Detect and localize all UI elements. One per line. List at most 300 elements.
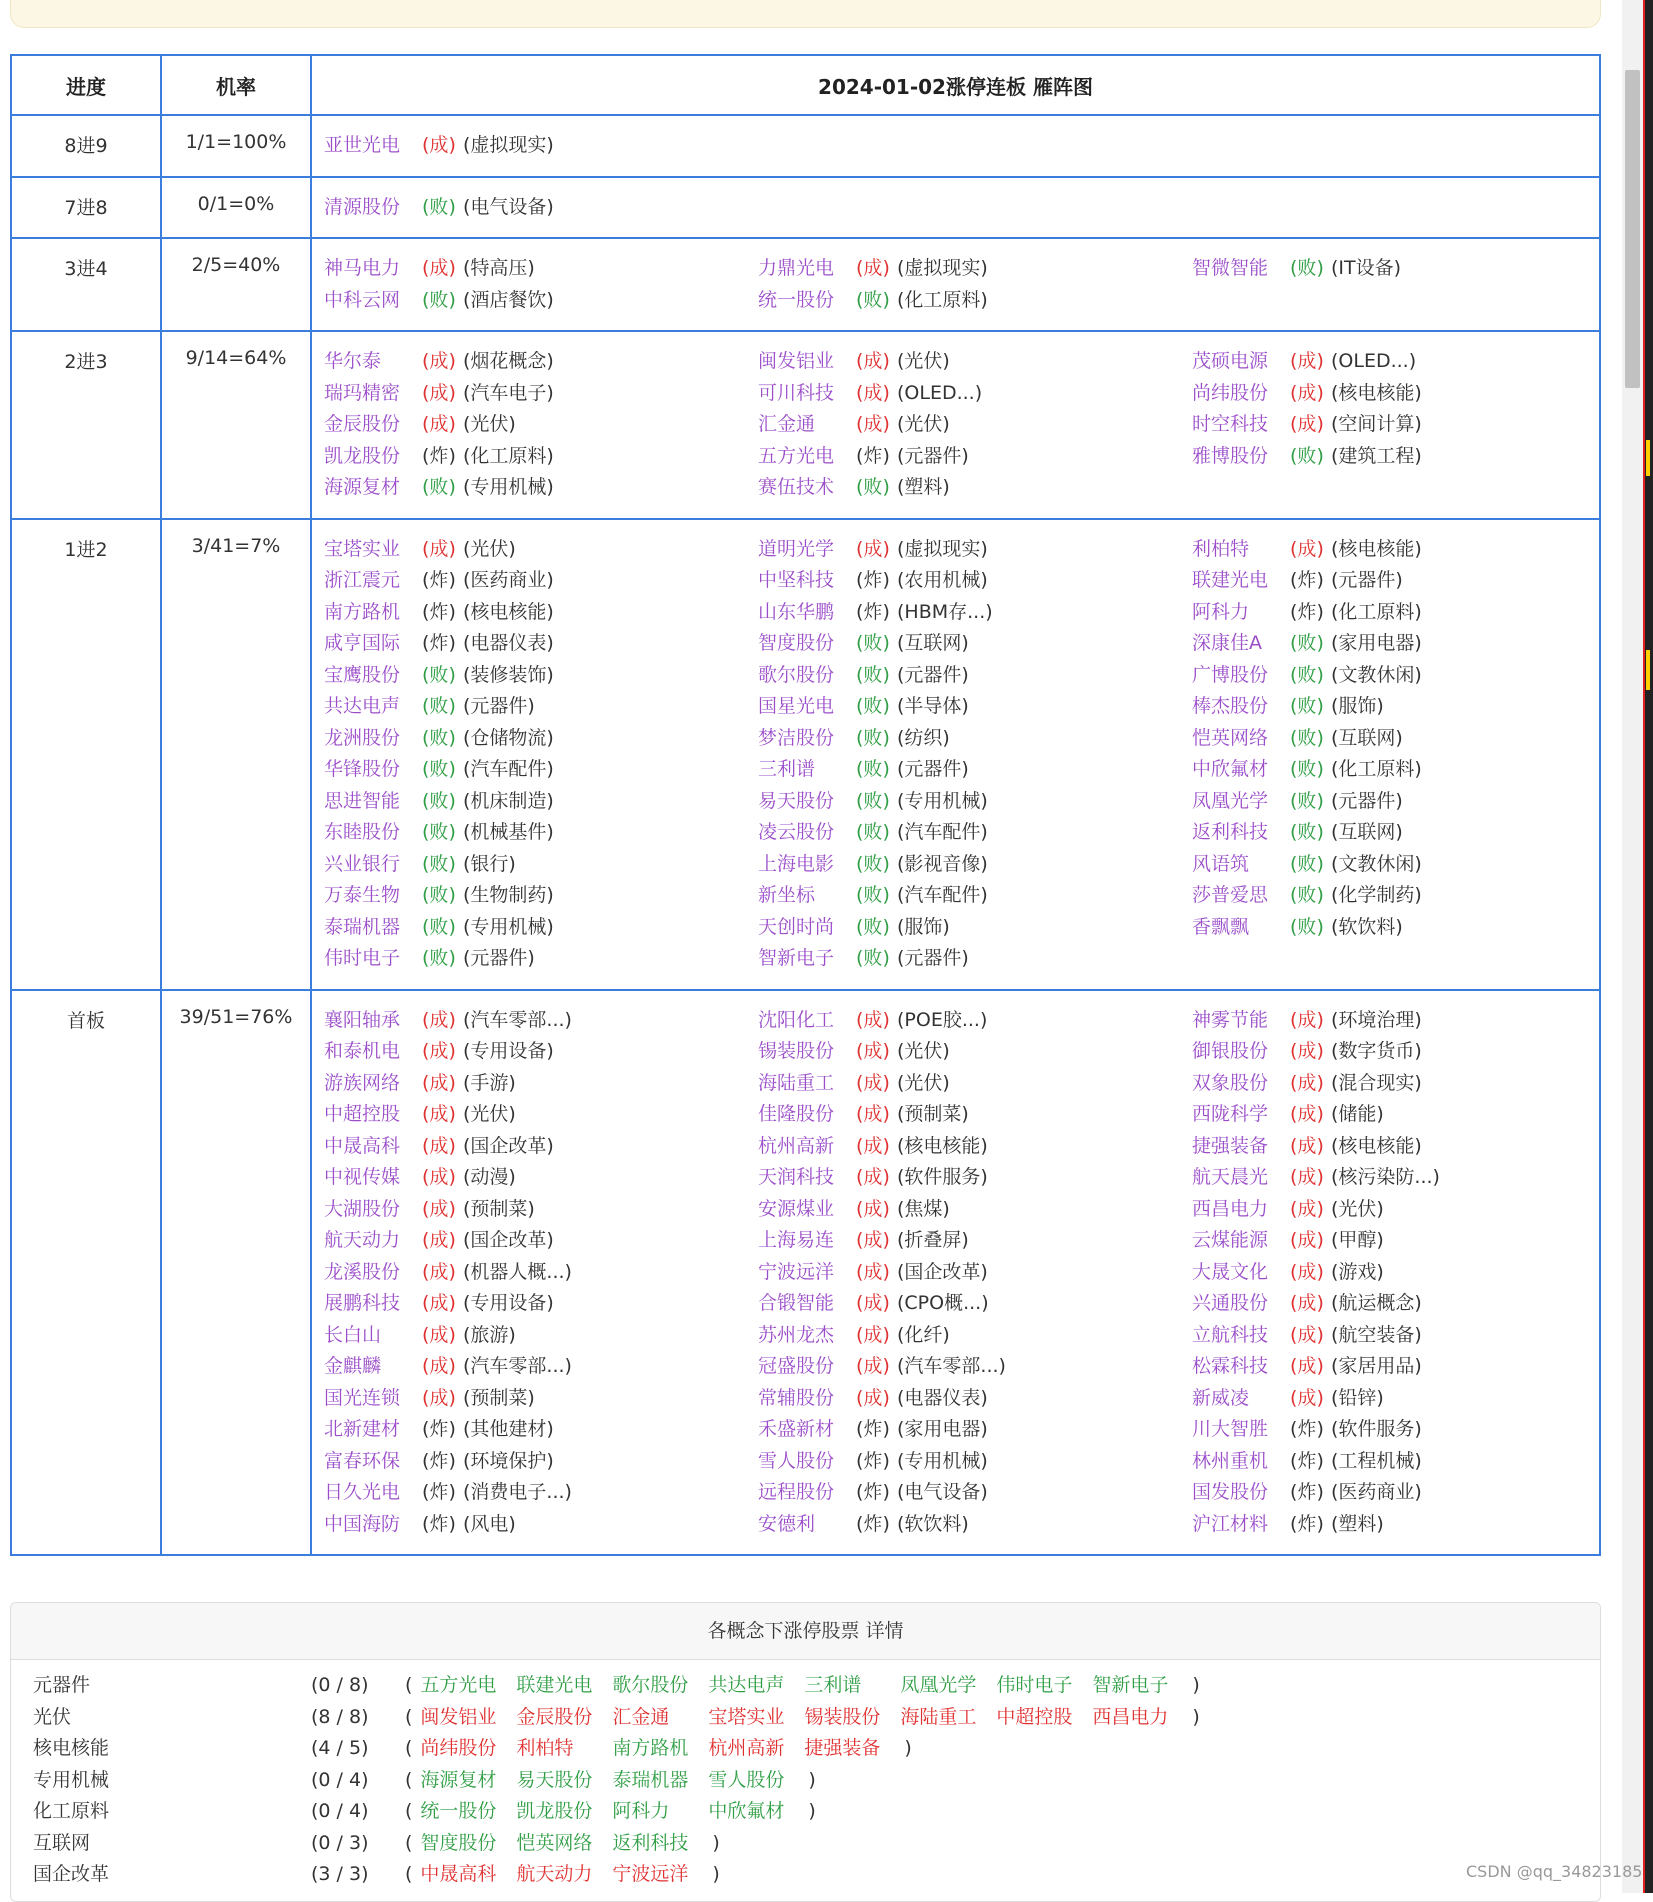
stock-entry [324, 1225, 758, 1257]
stock-name-link[interactable]: 闽发铝业 [758, 350, 835, 372]
concept-stock-link[interactable]: 南方路机 [612, 1737, 689, 1759]
stock-name-link[interactable]: 利柏特 [1192, 537, 1250, 560]
stock-name-link[interactable]: 国星光电 [758, 695, 835, 717]
stock-entry [324, 1509, 758, 1541]
open-paren: ( [405, 1674, 413, 1696]
stock-industry: (仓储物流) [463, 726, 554, 749]
stock-name-link[interactable]: 和泰机电 [324, 1040, 401, 1062]
stock-name-link[interactable]: 航天晨光 [1192, 1166, 1269, 1188]
stock-result-value: 成 [863, 1071, 883, 1094]
stock-result: (成) [422, 1103, 456, 1125]
stock-name-link[interactable]: 宝鹰股份 [324, 663, 401, 686]
stock-name-link[interactable]: 浙江震元 [324, 569, 401, 591]
stock-name-link[interactable]: 大湖股份 [324, 1197, 401, 1220]
concept-stock-link[interactable]: 中欣氟材 [708, 1800, 785, 1822]
stock-name-link[interactable]: 歌尔股份 [758, 663, 835, 686]
stock-result: (成) [856, 1134, 890, 1157]
stock-industry: (IT设备) [1331, 257, 1402, 279]
stock-industry: (OLED...) [897, 381, 983, 404]
stock-name-link[interactable]: 力鼎光电 [758, 257, 835, 279]
concept-stock-link[interactable]: 金辰股份 [516, 1705, 593, 1728]
stock-result-value: 成 [863, 537, 883, 560]
concept-row [11, 1765, 1600, 1797]
stock-result-value: 成 [429, 413, 449, 435]
stock-result: (成) [422, 1229, 456, 1251]
stock-name-link[interactable]: 万泰生物 [324, 884, 401, 906]
close-paren: ) [1192, 1705, 1200, 1728]
stock-name-link[interactable]: 合锻智能 [758, 1292, 835, 1314]
stock-result: (炸) [422, 1481, 456, 1503]
concept-stock-link[interactable]: 宝塔实业 [708, 1705, 785, 1728]
stock-entry [758, 565, 1192, 597]
stock-result: (败) [422, 789, 456, 812]
concept-stock-link[interactable]: 三利谱 [804, 1674, 862, 1696]
stock-name-link[interactable]: 沪江材料 [1192, 1512, 1269, 1535]
stock-industry: (塑料) [1331, 1512, 1384, 1535]
stock-name-link[interactable]: 天创时尚 [758, 915, 835, 938]
stock-name-link[interactable]: 北新建材 [324, 1418, 401, 1440]
stock-result: (败) [856, 915, 890, 938]
stock-name-link[interactable]: 尚纬股份 [1192, 381, 1269, 404]
stock-name-link[interactable]: 瑞玛精密 [324, 381, 401, 404]
stock-name-link[interactable]: 海源复材 [324, 476, 401, 498]
stock-industry: (预制菜) [463, 1197, 535, 1220]
stock-result: (成) [856, 1355, 890, 1377]
stock-name-link[interactable]: 易天股份 [758, 789, 835, 812]
stock-name-link[interactable]: 禾盛新材 [758, 1418, 835, 1440]
stock-result-value: 败 [1297, 789, 1317, 812]
stock-name-link[interactable]: 新坐标 [758, 884, 816, 906]
stock-name-link[interactable]: 神马电力 [324, 257, 401, 279]
stock-name-link[interactable]: 返利科技 [1192, 821, 1269, 843]
stock-name-link[interactable]: 雪人股份 [758, 1449, 835, 1472]
stock-result: (成) [422, 1134, 456, 1157]
stock-name-link[interactable]: 五方光电 [758, 444, 835, 467]
stock-name-link[interactable]: 宁波远洋 [758, 1260, 835, 1283]
stock-industry: (光伏) [463, 1103, 516, 1125]
stock-name-link[interactable]: 道明光学 [758, 537, 835, 560]
stock-name-link[interactable]: 思进智能 [324, 789, 401, 812]
stock-name-link[interactable]: 神雾节能 [1192, 1008, 1269, 1031]
stock-name-link[interactable]: 广博股份 [1192, 663, 1269, 686]
concept-stock-link[interactable]: 捷强装备 [804, 1737, 881, 1759]
header-progress: 进度 [11, 55, 161, 115]
stock-entry [324, 786, 758, 818]
concept-name: 光伏 [33, 1705, 72, 1728]
stock-name-link[interactable]: 中晟高科 [324, 1134, 401, 1157]
stock-result: (成) [856, 1229, 890, 1251]
row-rate: 3/41=7% [161, 519, 311, 990]
ladder-row [11, 331, 1600, 519]
stock-result: (成) [856, 413, 890, 435]
concept-detail-panel [10, 1602, 1601, 1902]
stock-entry [1192, 1446, 1626, 1478]
stock-entry [1192, 346, 1626, 378]
stock-industry: (光伏) [897, 350, 950, 372]
concept-stock-link[interactable]: 汇金通 [612, 1705, 670, 1728]
stock-result-value: 败 [429, 195, 449, 218]
concept-stock-link[interactable]: 西昌电力 [1092, 1705, 1169, 1728]
stock-result-value: 败 [863, 632, 883, 654]
stock-result: (成) [856, 1386, 890, 1409]
stock-result-value: 成 [429, 381, 449, 404]
stock-name-link[interactable]: 川大智胜 [1192, 1418, 1269, 1440]
stock-name-link[interactable]: 游族网络 [324, 1071, 401, 1094]
stock-entry [324, 1131, 758, 1163]
stock-result-value: 败 [1297, 257, 1317, 279]
stock-result-value: 炸 [863, 600, 883, 623]
stock-entry [1192, 1320, 1626, 1352]
stock-result-value: 成 [1297, 1229, 1317, 1251]
stock-result: (炸) [422, 1512, 456, 1535]
concept-stock-link[interactable]: 共达电声 [708, 1674, 785, 1696]
stock-result: (败) [856, 758, 890, 780]
stock-entry [758, 628, 1192, 660]
stock-name-link[interactable]: 日久光电 [324, 1481, 401, 1503]
concept-stock-link[interactable]: 尚纬股份 [420, 1737, 497, 1759]
concept-stock-link[interactable]: 闽发铝业 [420, 1705, 497, 1728]
concept-stock-link[interactable]: 中超控股 [996, 1705, 1073, 1728]
stock-name-link[interactable]: 亚世光电 [324, 134, 401, 156]
stock-name-link[interactable]: 龙洲股份 [324, 726, 401, 749]
stock-industry: (折叠屏) [897, 1229, 969, 1251]
stock-industry: (机械基件) [463, 821, 554, 843]
stock-result: (成) [1290, 1197, 1324, 1220]
stock-result: (成) [856, 1166, 890, 1188]
stock-name-link[interactable]: 西陇科学 [1192, 1103, 1269, 1125]
stock-industry: (HBM存...) [897, 600, 993, 623]
stock-entry [1192, 1288, 1626, 1320]
stock-result-value: 败 [1297, 726, 1317, 749]
stock-name-link[interactable]: 泰瑞机器 [324, 915, 401, 938]
concept-stock-link[interactable]: 阿科力 [612, 1800, 670, 1822]
stock-entry [1192, 1383, 1626, 1415]
concept-row [11, 1702, 1600, 1734]
stock-name-link[interactable]: 西昌电力 [1192, 1197, 1269, 1220]
stock-name-link[interactable]: 苏州龙杰 [758, 1323, 835, 1346]
stock-entry [1192, 378, 1626, 410]
stock-name-link[interactable]: 国光连锁 [324, 1386, 401, 1409]
stock-name-link[interactable]: 安源煤业 [758, 1197, 835, 1220]
stock-name-link[interactable]: 山东华鹏 [758, 600, 835, 623]
concept-stock-link[interactable]: 歌尔股份 [612, 1674, 689, 1696]
stock-name-link[interactable]: 东睦股份 [324, 821, 401, 843]
stock-name-link[interactable]: 大晟文化 [1192, 1260, 1269, 1283]
concept-name: 专用机械 [33, 1768, 110, 1791]
concept-stock-link[interactable]: 凤凰光学 [900, 1674, 977, 1696]
stock-name-link[interactable]: 长白山 [324, 1323, 382, 1346]
edge-highlight [1646, 650, 1650, 690]
stock-entry [324, 1005, 758, 1037]
stock-name-link[interactable]: 中科云网 [324, 288, 401, 311]
stock-entry [1192, 723, 1626, 755]
stock-entry [758, 1068, 1192, 1100]
edge-line [1643, 0, 1645, 1893]
stock-name-link[interactable]: 冠盛股份 [758, 1355, 835, 1377]
stock-name-link[interactable]: 兴业银行 [324, 852, 401, 875]
stock-entry [758, 723, 1192, 755]
row-rate: 39/51=76% [161, 990, 311, 1556]
stock-name-link[interactable]: 华尔泰 [324, 350, 382, 372]
stock-name-link[interactable]: 莎普爱思 [1192, 884, 1269, 906]
stock-name-link[interactable]: 中欣氟材 [1192, 758, 1269, 780]
stock-entry [1192, 1414, 1626, 1446]
stock-industry: (环境保护) [463, 1449, 554, 1472]
concept-stock-link[interactable]: 中晟高科 [420, 1863, 497, 1885]
stock-result: (败) [1290, 632, 1324, 654]
stock-name-link[interactable]: 联建光电 [1192, 569, 1269, 591]
stock-name-link[interactable]: 国发股份 [1192, 1481, 1269, 1503]
stock-name-link[interactable]: 航天动力 [324, 1229, 401, 1251]
stock-name-link[interactable]: 凯龙股份 [324, 444, 401, 467]
stock-name-link[interactable]: 咸亨国际 [324, 632, 401, 654]
stock-entry [758, 1509, 1192, 1541]
stock-result-value: 成 [429, 350, 449, 372]
concept-stock-link[interactable]: 五方光电 [420, 1674, 497, 1696]
stock-industry: (家用电器) [1331, 632, 1422, 654]
stock-name-link[interactable]: 香飘飘 [1192, 915, 1250, 938]
stock-name-link[interactable]: 上海电影 [758, 852, 835, 875]
concept-stock-link[interactable]: 易天股份 [516, 1768, 593, 1791]
stock-name-link[interactable]: 富春环保 [324, 1449, 401, 1472]
stock-name-link[interactable]: 恺英网络 [1192, 726, 1269, 749]
stock-industry: (汽车配件) [897, 884, 988, 906]
stock-name-link[interactable]: 统一股份 [758, 288, 835, 311]
scrollbar-thumb[interactable] [1625, 70, 1640, 388]
concept-stock-list [405, 1670, 1200, 1702]
concept-stock-list [405, 1796, 816, 1828]
stock-name-link[interactable]: 锡装股份 [758, 1040, 835, 1062]
stock-industry: (酒店餐饮) [463, 288, 554, 311]
concept-stock-link[interactable]: 联建光电 [516, 1674, 593, 1696]
stock-entry [1192, 1225, 1626, 1257]
concept-stock-link[interactable]: 杭州高新 [708, 1737, 785, 1759]
stock-result: (成) [422, 1323, 456, 1346]
stock-name-link[interactable]: 展鹏科技 [324, 1292, 401, 1314]
stock-industry: (国企改革) [463, 1134, 554, 1157]
stock-name-link[interactable]: 杭州高新 [758, 1134, 835, 1157]
stock-name-link[interactable]: 御银股份 [1192, 1040, 1269, 1062]
stock-name-link[interactable]: 伟时电子 [324, 947, 401, 969]
stock-result: (败) [856, 852, 890, 875]
stock-name-link[interactable]: 时空科技 [1192, 413, 1269, 435]
stock-industry: (空间计算) [1331, 413, 1422, 435]
stock-industry: (专用机械) [897, 789, 988, 812]
stock-result-value: 成 [863, 1197, 883, 1220]
concept-stock-link[interactable]: 智新电子 [1092, 1674, 1169, 1696]
stock-name-link[interactable]: 立航科技 [1192, 1323, 1269, 1346]
stock-name-link[interactable]: 捷强装备 [1192, 1134, 1269, 1157]
stock-result-value: 败 [863, 915, 883, 938]
stock-name-link[interactable]: 龙溪股份 [324, 1260, 401, 1283]
stock-name-link[interactable]: 襄阳轴承 [324, 1008, 401, 1031]
stock-industry: (农用机械) [897, 569, 988, 591]
stock-industry: (软件服务) [1331, 1418, 1422, 1440]
stock-name-link[interactable]: 智度股份 [758, 632, 835, 654]
stock-name-link[interactable]: 双象股份 [1192, 1071, 1269, 1094]
stock-entry [758, 534, 1192, 566]
stock-entry [758, 472, 1192, 504]
concept-stock-link[interactable]: 海陆重工 [900, 1705, 977, 1728]
stock-result: (成) [1290, 1323, 1324, 1346]
stock-result-value: 成 [429, 134, 449, 156]
stock-result-value: 败 [1297, 852, 1317, 875]
concept-stock-link[interactable]: 泰瑞机器 [612, 1768, 689, 1791]
stock-result: (炸) [422, 1449, 456, 1472]
stock-name-link[interactable]: 海陆重工 [758, 1071, 835, 1094]
stock-result-value: 败 [429, 915, 449, 938]
concept-stock-link[interactable]: 航天动力 [516, 1863, 593, 1885]
stock-result-value: 败 [863, 884, 883, 906]
stock-name-link[interactable]: 中视传媒 [324, 1166, 401, 1188]
stock-result-value: 成 [1297, 1008, 1317, 1031]
stock-industry: (汽车零部...) [897, 1355, 1006, 1377]
stock-result-value: 成 [863, 413, 883, 435]
stock-name-link[interactable]: 华锋股份 [324, 758, 401, 780]
stock-name-link[interactable]: 清源股份 [324, 195, 401, 218]
stock-name-link[interactable]: 南方路机 [324, 600, 401, 623]
stock-result: (成) [1290, 1103, 1324, 1125]
stock-name-link[interactable]: 智微智能 [1192, 257, 1269, 279]
concept-stock-link[interactable]: 伟时电子 [996, 1674, 1073, 1696]
stock-result-value: 成 [863, 1292, 883, 1314]
stock-result: (败) [422, 915, 456, 938]
stock-result-value: 炸 [1297, 1449, 1317, 1472]
concept-stock-link[interactable]: 利柏特 [516, 1737, 574, 1759]
stock-entry [324, 1477, 758, 1509]
stock-name-link[interactable]: 常辅股份 [758, 1386, 835, 1409]
stock-name-link[interactable]: 共达电声 [324, 695, 401, 717]
stock-name-link[interactable]: 云煤能源 [1192, 1229, 1269, 1251]
stock-entry [324, 378, 758, 410]
stock-result: (败) [422, 884, 456, 906]
stock-name-link[interactable]: 深康佳A [1192, 632, 1262, 654]
stock-name-link[interactable]: 远程股份 [758, 1481, 835, 1503]
stock-name-link[interactable]: 汇金通 [758, 413, 816, 435]
concept-stock-link[interactable]: 锡装股份 [804, 1705, 881, 1728]
stock-entry [324, 1068, 758, 1100]
concept-stock-link[interactable]: 宁波远洋 [612, 1863, 689, 1885]
stock-name-link[interactable]: 智新电子 [758, 947, 835, 969]
stock-name-link[interactable]: 兴通股份 [1192, 1292, 1269, 1314]
stock-name-link[interactable]: 中坚科技 [758, 569, 835, 591]
concept-stock-link[interactable]: 智度股份 [420, 1831, 497, 1854]
stock-name-link[interactable]: 沈阳化工 [758, 1008, 835, 1031]
concept-stock-link[interactable]: 恺英网络 [516, 1831, 593, 1854]
stock-entry [758, 1383, 1192, 1415]
stock-name-link[interactable]: 新威凌 [1192, 1386, 1250, 1409]
stock-result-value: 败 [1297, 915, 1317, 938]
stock-result-value: 炸 [429, 444, 449, 467]
stock-name-link[interactable]: 天润科技 [758, 1166, 835, 1188]
stock-name-link[interactable]: 松霖科技 [1192, 1355, 1269, 1377]
stock-name-link[interactable]: 棒杰股份 [1192, 695, 1269, 717]
stock-name-link[interactable]: 风语筑 [1192, 852, 1250, 875]
stock-entry [324, 691, 758, 723]
stock-name-link[interactable]: 阿科力 [1192, 600, 1250, 623]
stock-name-link[interactable]: 雅博股份 [1192, 444, 1269, 467]
stock-name-link[interactable]: 金麒麟 [324, 1355, 382, 1377]
stock-name-link[interactable]: 佳隆股份 [758, 1103, 835, 1125]
stock-result-value: 成 [863, 1134, 883, 1157]
stock-result: (成) [1290, 1166, 1324, 1188]
concept-stock-link[interactable]: 海源复材 [420, 1768, 497, 1791]
close-paren: ) [808, 1800, 816, 1822]
stock-result-value: 成 [1297, 537, 1317, 560]
stock-name-link[interactable]: 林州重机 [1192, 1449, 1269, 1472]
stock-result-value: 败 [1297, 758, 1317, 780]
close-paren: ) [808, 1768, 816, 1791]
stock-result-value: 败 [429, 726, 449, 749]
stock-result-value: 败 [863, 852, 883, 875]
stock-name-link[interactable]: 凤凰光学 [1192, 789, 1269, 812]
stock-result-value: 炸 [1297, 1481, 1317, 1503]
stock-name-link[interactable]: 中超控股 [324, 1103, 401, 1125]
stock-name-link[interactable]: 梦洁股份 [758, 726, 835, 749]
stock-result-value: 败 [863, 789, 883, 812]
stock-industry: (手游) [463, 1071, 516, 1094]
stock-name-link[interactable]: 中国海防 [324, 1512, 401, 1535]
stock-name-link[interactable]: 三利谱 [758, 758, 816, 780]
stock-result: (成) [422, 1355, 456, 1377]
stock-result: (败) [1290, 852, 1324, 875]
stock-entry [758, 849, 1192, 881]
concept-stock-link[interactable]: 凯龙股份 [516, 1800, 593, 1822]
concept-stock-link[interactable]: 统一股份 [420, 1800, 497, 1822]
stock-name-link[interactable]: 赛伍技术 [758, 476, 835, 498]
row-level: 2进3 [11, 331, 161, 519]
concept-stock-link[interactable]: 返利科技 [612, 1831, 689, 1854]
stock-industry: (OLED...) [1331, 350, 1417, 372]
stock-entry [1192, 880, 1626, 912]
stock-industry: (储能) [1331, 1103, 1384, 1125]
stock-name-link[interactable]: 安德利 [758, 1512, 816, 1535]
stock-result: (败) [1290, 758, 1324, 780]
stock-industry: (混合现实) [1331, 1071, 1422, 1094]
stock-name-link[interactable]: 金辰股份 [324, 413, 401, 435]
stock-industry: (软饮料) [897, 1512, 969, 1535]
stock-name-link[interactable]: 凌云股份 [758, 821, 835, 843]
stock-entry [1192, 1477, 1626, 1509]
stock-entry [1192, 691, 1626, 723]
stock-result: (败) [1290, 444, 1324, 467]
stock-entry [324, 723, 758, 755]
stock-name-link[interactable]: 可川科技 [758, 381, 835, 404]
open-paren: ( [405, 1768, 413, 1791]
stock-name-link[interactable]: 茂硕电源 [1192, 350, 1269, 372]
stock-result: (成) [856, 537, 890, 560]
stock-result-value: 成 [429, 1134, 449, 1157]
stock-result: (败) [422, 726, 456, 749]
stock-name-link[interactable]: 上海易连 [758, 1229, 835, 1251]
stock-industry: (塑料) [897, 476, 950, 498]
stock-industry: (影视音像) [897, 852, 988, 875]
stock-entry [1192, 1257, 1626, 1289]
stock-industry: (汽车零部...) [463, 1008, 572, 1031]
vertical-scrollbar[interactable] [1622, 0, 1643, 1893]
stock-name-link[interactable]: 宝塔实业 [324, 537, 401, 560]
stock-result-value: 成 [429, 1292, 449, 1314]
concept-stock-link[interactable]: 雪人股份 [708, 1768, 785, 1791]
stock-entry [1192, 1351, 1626, 1383]
stock-result: (败) [1290, 663, 1324, 686]
close-paren: ) [712, 1831, 720, 1854]
stock-result: (成) [422, 1292, 456, 1314]
stock-result: (成) [1290, 1071, 1324, 1094]
stock-result: (炸) [422, 632, 456, 654]
stock-entry [758, 1414, 1192, 1446]
stock-entry [758, 912, 1192, 944]
